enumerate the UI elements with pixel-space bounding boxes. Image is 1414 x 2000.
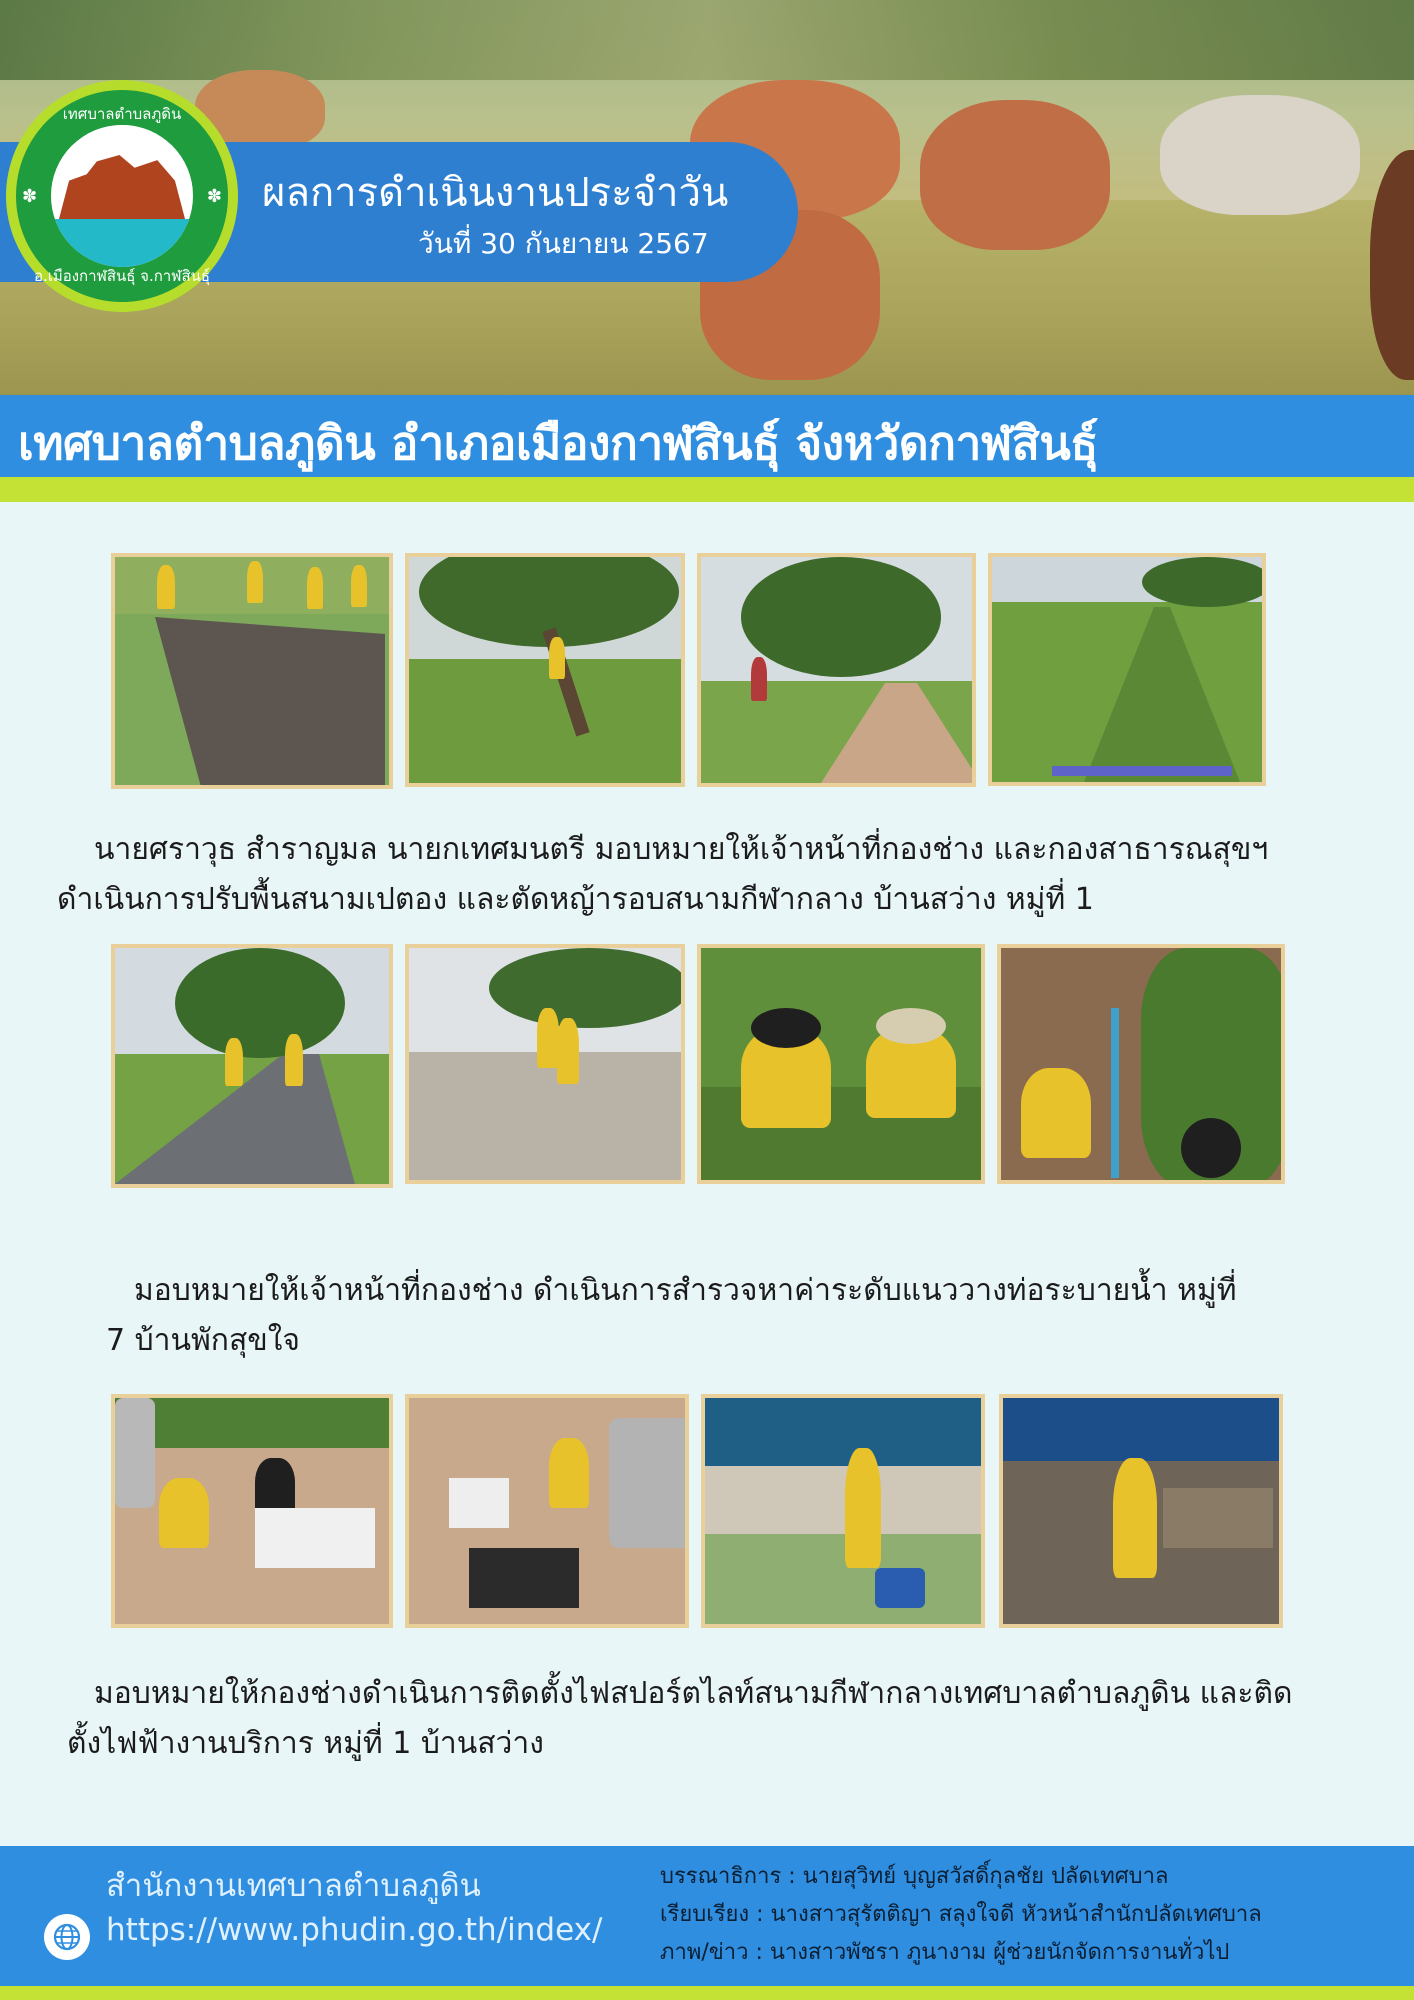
section-caption [106, 1316, 300, 1366]
credit-photo-news: ภาพ/ข่าว : นางสาวพัชรา ภูนางาม ผู้ช่วยนักจัดการงานทั่วไป [660, 1940, 1230, 1965]
section-caption [94, 1669, 1292, 1719]
logo-text-bottom: อ.เมืองกาฬสินธุ์ จ.กาฬสินธุ์ [33, 267, 211, 285]
activity-photo [999, 1394, 1283, 1628]
caption-line: ดำเนินการปรับพื้นสนามเปตอง และตัดหญ้ารอบสนามกีฬากลาง บ้านสว่าง หมู่ที่ 1 [57, 882, 1094, 917]
logo-emblem [51, 125, 193, 267]
activity-photo [701, 1394, 985, 1628]
caption-line: มอบหมายให้กองช่างดำเนินการติดตั้งไฟสปอร์ตไลท์สนามกีฬากลางเทศบาลตำบลภูดิน และติด [94, 1676, 1293, 1711]
office-name: สำนักงานเทศบาลตำบลภูดิน [106, 1868, 481, 1904]
caption-line: นายศราวุธ สำราญมล นายกเทศมนตรี มอบหมายให้เจ้าหน้าที่กองช่าง และกองสาธารณสุขฯ [94, 832, 1269, 867]
municipality-name: เทศบาลตำบลภูดิน อำเภอเมืองกาฬสินธุ์ จังหวัดกาฬสินธุ์ [18, 416, 1098, 470]
flower-icon: ✽ [22, 186, 38, 207]
logo-text-top: เทศบาลตำบลภูดิน [62, 105, 182, 123]
banner-background-trees [0, 0, 1414, 80]
footer [0, 1846, 1414, 1986]
credit-compiler: เรียบเรียง : นางสาวสุรัตติญา สลุงใจดี หัวหน้าสำนักปลัดเทศบาล [660, 1902, 1262, 1927]
activity-photo [997, 944, 1285, 1184]
activity-photo [111, 944, 393, 1188]
credit-editor: บรรณาธิการ : นายสุวิทย์ บุญสวัสดิ์กุลชัย ปลัดเทศบาล [660, 1864, 1169, 1889]
banner-cattle [920, 100, 1110, 250]
header-banner [0, 0, 1414, 395]
footer-accent-bar [0, 1986, 1414, 2000]
water-icon [51, 219, 193, 267]
section-caption [94, 825, 1268, 875]
caption-line: 7 บ้านพักสุขใจ [106, 1323, 301, 1358]
report-title: ผลการดำเนินงานประจำวัน [262, 170, 729, 216]
globe-icon [44, 1914, 90, 1960]
banner-cattle [1160, 95, 1360, 215]
accent-bar [0, 477, 1414, 502]
activity-photo [988, 553, 1266, 786]
credits-block [660, 1858, 1400, 1972]
caption-line: ตั้งไฟฟ้างานบริการ หมู่ที่ 1 บ้านสว่าง [67, 1726, 544, 1761]
website-link[interactable]: https://www.phudin.go.th/index/ [106, 1912, 603, 1948]
section-caption [134, 1266, 1236, 1316]
caption-line: มอบหมายให้เจ้าหน้าที่กองช่าง ดำเนินการสำรวจหาค่าระดับแนววางท่อระบายน้ำ หมู่ที่ [134, 1273, 1237, 1308]
activity-photo [697, 944, 985, 1184]
activity-photo [405, 944, 685, 1184]
municipality-strip [0, 395, 1414, 477]
flower-icon: ✽ [206, 186, 222, 207]
activity-photo [405, 1394, 689, 1628]
activity-photo [697, 553, 976, 787]
municipality-logo [6, 80, 238, 312]
logo-ring [16, 90, 228, 302]
activity-photo [111, 553, 393, 789]
section-caption [57, 875, 1094, 925]
activity-photo [111, 1394, 393, 1628]
section-caption [67, 1719, 544, 1769]
report-date: วันที่ 30 กันยายน 2567 [418, 227, 709, 260]
activity-photo [405, 553, 685, 787]
